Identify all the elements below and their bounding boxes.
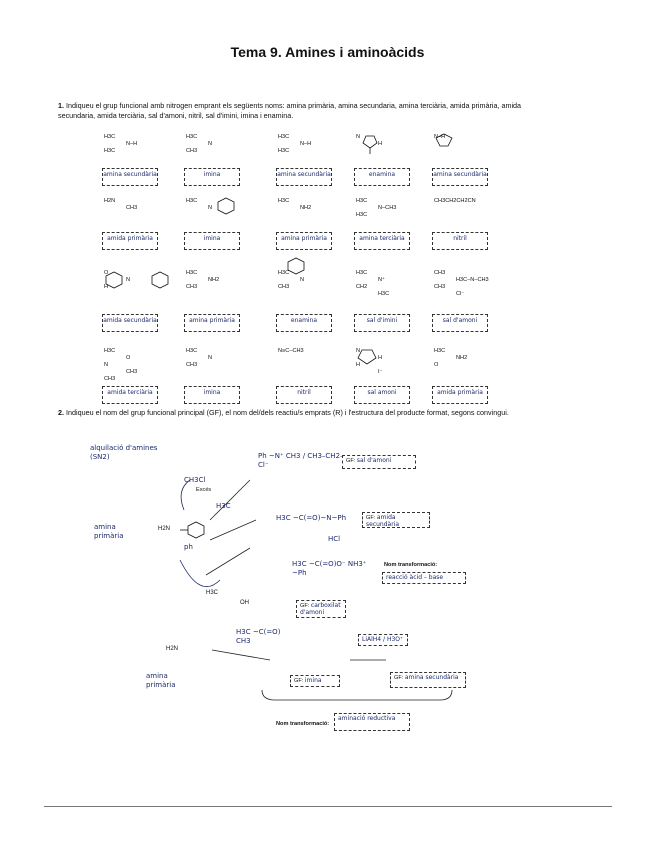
molecule-3-label: H3C [278,134,290,140]
nom-transf2-label: Nom transformació: [276,721,330,727]
molecule-17-label: N [208,355,213,361]
gf-carbox-value: carboxilat d'amoni [300,602,341,616]
note-alkylation: alquilació d'amines (SN2) [90,444,158,461]
gf-amine-prefix: GF: [394,675,404,681]
molecule-15-label: H3C–N–CH3 [456,277,489,283]
molecule-12-label: NH2 [208,277,220,283]
reagent-value: LiAlH4 / H3O⁺ [362,636,404,643]
gf-carbox-prefix: GF: [300,603,310,609]
molecule-11-label: O [104,270,109,276]
molecule-13-label: N [300,277,305,283]
answer-box-12[interactable]: amina primària [184,314,240,332]
molecule-15-label: Cl⁻ [456,291,465,297]
q2-text: Indiqueu el nom del grup funcional principal (GF), el nom del/dels reactiu/s emprats (R) i l'estructura del producte format, segons convingui. [66,408,509,417]
answer-box-15[interactable]: sal d'amoni [432,314,488,332]
hand-arrow-1 [181,480,190,510]
gf-amide-prefix: GF: [366,515,376,521]
answer-box-9[interactable]: amina terciària [354,232,410,250]
answer-box-6[interactable]: amida primària [102,232,158,250]
note-amine-primary-1: amina primària [94,523,124,540]
molecule-15-label: CH3 [434,270,446,276]
answer-box-18[interactable]: nitril [276,386,332,404]
acid-chloride: H3C [216,502,231,510]
note-amine-primary-2: amina primària [146,672,176,689]
molecule-11-label: N [126,277,131,283]
answer-box-4[interactable]: enamina [354,168,410,186]
molecule-2-label: H3C [186,134,198,140]
molecule-14-label: CH2 [356,284,368,290]
molecule-16-label: N [104,362,109,368]
gf-imine-value: imina [304,677,322,684]
molecule-15-label: CH3 [434,284,446,290]
ketone-note: H3C ~C(=O) CH3 [236,628,281,645]
molecule-10-label: CH3CH2CH2CN [434,198,476,204]
molecule-8-label: NH2 [300,205,312,211]
q1-number: 1. [58,101,64,110]
molecule-12-label: H3C [186,270,198,276]
gf-amine-value: amina secundària [404,674,459,681]
molecule-9-label: H3C [356,212,368,218]
q2-number: 2. [58,408,64,417]
molecule-18-label: N≡C–CH3 [278,348,304,354]
hand-arrow-2 [180,560,220,587]
molecule-5-label: N–H [434,134,446,140]
answer-box-14[interactable]: sal d'imini [354,314,410,332]
molecule-3-label: N–H [300,141,312,147]
hcl-note: HCl [328,535,341,543]
acid-h3c: H3C [206,590,219,596]
answer-box-11[interactable]: amida secundària [102,314,158,332]
molecule-11-label: H [104,284,109,290]
molecule-7-label: N [208,205,213,211]
molecule-14-label: N⁺ [378,277,385,283]
page-title: Tema 9. Amines i aminoàcids [230,44,425,60]
molecule-7-label: H3C [186,198,198,204]
molecule-8-label: H3C [278,198,290,204]
molecule-14-label: H3C [356,270,368,276]
acid-oh: OH [240,600,249,606]
answer-box-8[interactable]: amina primària [276,232,332,250]
salt-structure: Ph ~N⁺ CH3 / CH3–CH2–Cl⁻ [258,452,344,469]
answer-box-2[interactable]: imina [184,168,240,186]
page-bottom-line [44,806,612,807]
molecule-1-label: N–H [126,141,138,147]
molecule-3-label: H3C [278,148,290,154]
molecule-20-label: O [434,362,439,368]
molecule-19-label: N [356,348,361,354]
molecule-16-label: CH3 [104,376,116,382]
h2n-bottom: H2N [166,646,179,652]
answer-box-13[interactable]: enamina [276,314,332,332]
molecule-4-label: H [378,141,383,147]
molecule-16-label: O [126,355,131,361]
molecule-20-label: H3C [434,348,446,354]
gf-salt-prefix: GF: [346,458,356,464]
molecule-6-label: CH3 [126,205,138,211]
answer-box-3[interactable]: amina secundària [276,168,332,186]
molecule-14-label: H3C [378,291,390,297]
h2n-label: H2N [158,526,171,532]
reagent-ch3cl: CH3Cl [184,476,206,484]
molecule-19-label: H [356,362,361,368]
molecule-17-label: H3C [186,348,198,354]
molecule-19-label: H [378,355,383,361]
gf-amide-value: amida secundària [366,514,400,528]
nom-transf-label: Nom transformació: [384,562,438,568]
answer-box-16[interactable]: amida terciària [102,386,158,404]
answer-box-5[interactable]: amina secundària [432,168,488,186]
molecule-13-label: H3C [278,270,290,276]
molecule-6-label: H2N [104,198,116,204]
molecule-1-label: H3C [104,134,116,140]
molecule-20-label: NH2 [456,355,468,361]
molecule-4-label: N [356,134,361,140]
amide-structure: H3C ~C(=O)~N~Ph [276,514,347,522]
answer-box-20[interactable]: amida primària [432,386,488,404]
molecule-16-label: CH3 [126,369,138,375]
answer-box-7[interactable]: imina [184,232,240,250]
arrow-imine [212,650,270,660]
molecule-17-label: CH3 [186,362,198,368]
arrow-alkylation [210,480,250,520]
brace [262,690,452,700]
answer-box-10[interactable]: nitril [432,232,488,250]
molecule-19-label: I⁻ [378,369,383,375]
molecule-2-label: CH3 [186,148,198,154]
note-ph: ph [184,543,193,551]
nom-transf2-value: aminació reductiva [338,715,396,722]
molecule-9-label: N–CH3 [378,205,397,211]
excess-label: Excés [196,487,212,493]
nom-transf-value: reacció àcid – base [386,574,444,581]
molecule-13-label: CH3 [278,284,290,290]
carboxylate-structure: H3C ~C(=O)O⁻ NH3⁺ ~Ph [292,560,367,577]
arrow-acidbase [206,548,250,575]
molecule-16-label: H3C [104,348,116,354]
molecule-12-label: CH3 [186,284,198,290]
gf-imine-prefix: GF: [294,678,304,684]
answer-box-17[interactable]: imina [184,386,240,404]
answer-box-19[interactable]: sal amoni [354,386,410,404]
molecule-2-label: N [208,141,213,147]
q1-text: Indiqueu el grup funcional amb nitrogen emprant els següents noms: amina primària, amina secundaria, amina terciària, amida primària, amida secundaria, amida terciària, sal d'amoni, nitril, sal d'imini, imina i enamina. [58,101,522,120]
molecule-1-label: H3C [104,148,116,154]
molecule-9-label: H3C [356,198,368,204]
gf-salt-value: sal d'amoni [356,457,392,464]
arrow-acylation [210,520,256,540]
answer-box-1[interactable]: amina secundària [102,168,158,186]
